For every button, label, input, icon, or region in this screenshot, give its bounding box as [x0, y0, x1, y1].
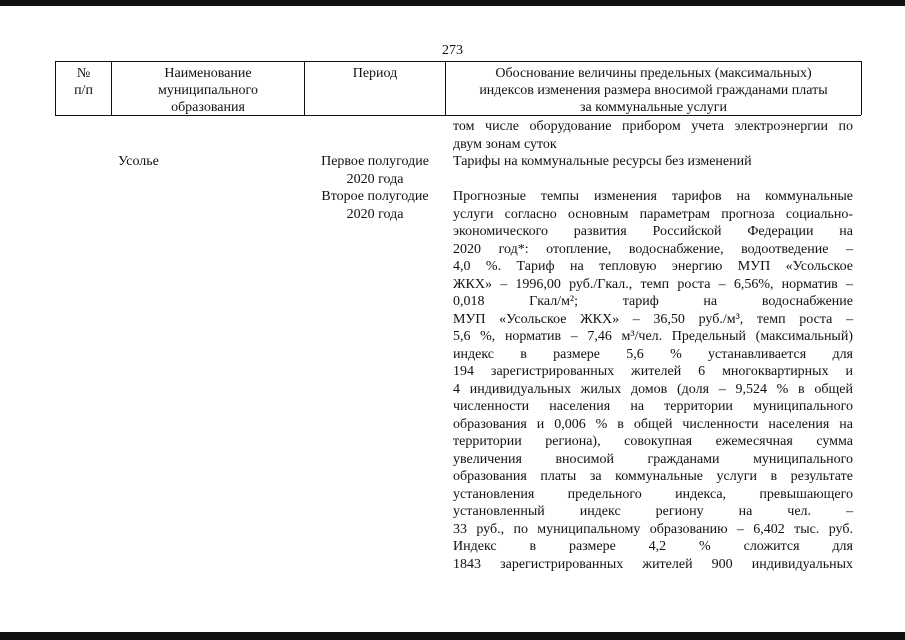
continuation-text: том числе оборудование прибором учета электроэнергии по двум зонам суток	[453, 119, 853, 152]
table-border-right	[861, 61, 862, 115]
header-municipality: Наименование муниципального образования	[158, 66, 258, 115]
header-period: Период	[352, 66, 398, 81]
second-half-text: Прогнозные темпы изменения тарифов на коммунальные услуги согласно основным параметрам прогноза социально- экономического развития Российской Федерации на 2020 год*: отопление, водоснабжение, водоотведение – 4,0 %. Тариф на тепловую энергию МУП «Усольское ЖКХ» – 1996,00 руб./Гкал., темп роста – 6,56%, норматив – 0,018 Гкал/м²; тариф на водоснабжение МУП «Усольское ЖКХ» – 36,50 руб./м³, темп роста – 5,6 %, норматив – 7,46 м³/чел. Предельный (максимальный) индекс в размере 5,6 % устанавливается для 194 зарегистрированных жителей 6 многоквартирных и 4 индивидуальных жилых домов (доля – 9,524 % в общей численности населения на территории муниципального образования и 0,006 % в общей численности населения на территории региона), совокупная ежемесячная сумма увеличения вносимой гражданами муниципального образования платы за коммунальные услуги в результате установления предельного индекса, превышающего установленный индекс региону на чел. – 33 руб., по муниципальному образованию – 6,402 тыс. руб. Индекс в размере 4,2 % сложится для 1843 зарегистрированных жителей 900 индивидуальных	[453, 189, 853, 572]
header-justification: Обоснование величины предельных (максимальных) индексов изменения размера вносимой гражданами платы за коммунальные услуги	[479, 66, 828, 115]
municipality-name: Усолье	[118, 154, 159, 169]
period-first-half: Первое полугодие 2020 года	[321, 154, 429, 187]
scan-bottom-border	[0, 632, 905, 640]
header-number: № п/п	[74, 66, 93, 98]
period-second-half: Второе полугодие 2020 года	[321, 189, 429, 222]
first-half-text: Тарифы на коммунальные ресурсы без изменений	[453, 154, 752, 169]
page-number: 273	[442, 43, 463, 58]
scan-top-border	[0, 0, 905, 6]
